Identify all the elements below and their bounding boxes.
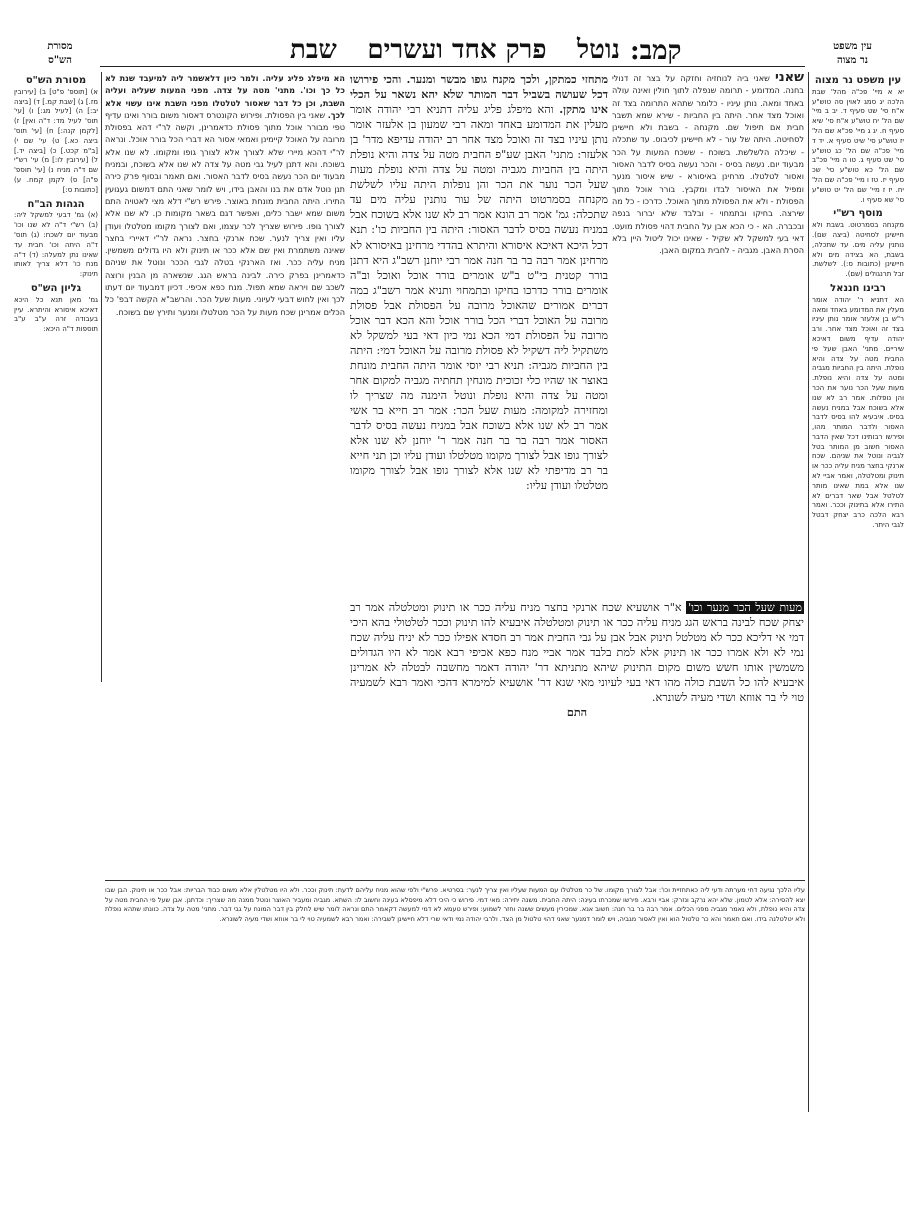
musaf-rashi-text: מקנחה בסמרטוט. בשבת ולא חיישינן לסחיטה (ביצה שם). נותנין עליה מים. עד שתכלה, בשבת, הא בצידה מים ולא חיישינן (כתובות ס:). לשלשת. זבל תרנגולים (שם). — [812, 221, 904, 279]
rashi-column — [612, 72, 804, 592]
gilyon-text: גמ' מאן תנא כל היכא דאיכא איסורא והיתרא. עיין בעבודה זרה ע"ב ע"ב תוספות ד"ה היכא: — [14, 295, 98, 334]
opening-word: שאני — [774, 72, 804, 85]
hagahot-text: (א) גמ' דבעי למשקל ליה: (ב) רש"י ד"ה לא שנו וכו' מבעוד יום לשכח: (ג) תוס' ד"ה היתה וכו' חבית עד שאינו נתן למעלה: (ד) ד"ה מנח כו' דלא צריך לאותו תינוק: — [14, 211, 98, 279]
tosafot-top-text: הא מיפלג פליג עליה. ולמר כיון דלאשמר ליה למיעבד שנת לא כל כך וכו'. מתני' מטה על צדה. מפני המעות שעליה ועליה השבת, וכן כל דבר שאסור לטלטלו מפני השבת אינו עשוי אלא לכך. — [105, 73, 345, 120]
gemara-body-2: א"ר אושעיא שכח ארנקי בחצר מניח עליה ככר או תינוק ומטלטלה אמר רב יצחק שכח לבינה בראש הגג מניח עליה ככר או תינוק ומטלטלה איבעיא להו תינוק וככר לטלטולי בהא היכי דמי אי דליכא ככר לא מטלטל תינוק אבל אבן על גבי החבית אמר רב חסדא אפילו ככר לא יניח עליה שכח נמי לא ולא אמרו ככר או תינוק אלא למת בלבד אמר אביי מנח כפא אכיפי רבא אמר לא היו הגדולים משמשין אותו חשש משום מקום התינוק שיהא מתניתא דר' יהודה דאמר מחשבה לבטלה לא אמרינן איבעיא להו כל השבת כולה מהו דאי בעי לעיוני מאי שנא דר' אושעיא למימרא דהכי ואמר רבא לשמעיה טוי לי בר אווזא ושדי מעיה לשונרא. — [350, 601, 804, 705]
margin-left — [14, 72, 98, 682]
right-margin-rule — [808, 72, 809, 1112]
header-word-3: שבת — [290, 35, 337, 65]
left-margin-rule — [101, 72, 102, 682]
bottom-commentary-text: עליו הלכך נגיעה דחי מערתה ודעי ליה כאתחזיית וכו': אבל לצורך מקומו. של כר מטלטלו עם המעות שעליו ואין צריך לנער: בסרטיא. פרש"י ולפי שהוא מניח עליהם לדעת: תינוק וככר. ולא היו מטלטלין אלא משום כבוד הבריות: אבל ככר או תינוק. הבן שבו יצא להסירה: אלא לטמון. שלא יהא נרקב ונזרק: אביי ורבא. פירשו שמכרתו בעינה: היתה החבית. משנה יתירה: מאי דמי. פירוש כי היכי דלא מיפסלא בעינה וחשוב לו: השתא. מגביה ומעביר האוצר ונוטל ממנה מה שצריך: וכדתנן. אבן שעל פי החבית מטה על צדה והיא נופלת, ולא נאמר מגביה מפני הכלים. אמר רבה בר בר חנה: חשוב אנא. שמכירין מעשים ששנה וחזר לשמוע: ופירש טעמא לא דמי למעשה דקאמר התם ונראה לומר שיש לחלק בין דבר המונח על גבי דבר. מתני' מטה על צדה. כוונתו שתהא נופלת ולא יטלטלנה בידו. ואם תאמר והא כר טלטול הוא ואין לאסור מגביה, ויש לומר דמנער שאני דהוי טלטול מן הצד. ולרבי יהודה נמי ודאי שרי דלא חיישינן לשבירה: ואמר רבא לשמעיה טוי לי בר אווזא ושדי מעיה לשונרא. — [105, 886, 805, 923]
margin-right — [812, 72, 904, 1202]
ein-mishpat-title: עין משפט נר מצוה — [814, 75, 902, 86]
rashi-text: שאני ביה לנוחזיה וחזקה על בצר זה דנולי בחנה. המדומע - תרומה שנפלה לתוך חולין ואינה עולה באחד ומאה. נותן עיניו - כלומר שתהא התרומה בצד זה ואוכל מצד אחר. היתה בין החביות - שירא שמא תשבר חבית אם תיפול שם. מקנחה - בשבת ולא חיישינן לסחיטה. היתה של עור - לא חיישינן לכיבוס. עד שתכלה - שיכלה הלשלשת. בשוכח - ששכח המעות על הכר מבעוד יום. נעשה בסיס - והכר נעשה בסיס לדבר האסור ואסור לטלטלו. מרחינן באיסורא - שיש איסור מנער ומפיל את האיסור לבדו ומקבץ. בורר אוכל מתוך הפסולת - ולא את הפסולת מתוך האוכל. כדרכו - כל מה שירצה. בחיקו ובתמחוי - ובלבד שלא יברור בנפה ובכברה. הא - כי הכא אבן על החבית דהוי פסולת מועט. דאי בעי למשקל לא שקיל - שאינו יכול ליטול היין בלא הסרת האבן. מגביה - לחבית במקום האבן. — [612, 73, 804, 256]
ein-mishpat-text: יא א מיי' פכ"ה מהל' שבת הלכה יג סמג לאוין סה טוש"ע א"ח סי' שט סעיף ד. יב ב מיי' שם הל' יח טוש"ע א"ח סי' שיא סעיף ח. יג ג מיי' פכ"א שם הל' יז טוש"ע סי' שיט סעיף א. יד ד מיי' פכ"ה שם הל' כג טוש"ע סי' שט סעיף ג. טו ה מיי' פכ"ב שם הל' כא טוש"ע סי' שכ סעיף יז. טז ו מיי' פכ"ה שם הל' יח. יז ז מיי' שם הל' יט טוש"ע סי' שא סעיף ו. — [812, 87, 904, 204]
left-header-label: מסורת הש"ס — [47, 41, 73, 66]
hagahot-title: הגהות הב"ח — [27, 198, 85, 210]
top-right-commentary: מתחזי כמתקן, ולכך מקנח גופו מבשר ומנער. והכי פירושו דכל שעושה בשביל דבר המותר שלא יהא נשאר על הכלי אינו מתקן. — [350, 72, 608, 117]
header-word-2: פרק אחד ועשרים — [367, 35, 547, 65]
gemara-continuation — [350, 600, 804, 872]
gilyon-title: גליון הש"ס — [30, 282, 82, 294]
masoret-title: מסורת הש"ס — [25, 75, 87, 86]
header-word-1: נוטל — [577, 35, 620, 65]
page-header — [290, 34, 620, 66]
rabbeinu-chananel-title: רבינו חננאל — [830, 282, 886, 294]
page-number: קמב: — [630, 36, 682, 66]
masoret-text: א) [תוספ' פ"ט] ב) [עירובין מז.] ג) [שבת קמ.] ד) [ביצה יב:] ה) [לעיל מג:] ו) [עי' תוס' לעיל מד: ד"ה ואין] ז) [לקמן קנה:] ח) [עי' תוס' ביצה כא.] ט) עי' שם י) [ב"מ קכט.] כ) [ביצה יד.] ל) [עירובין לו:] מ) עי' רש"י שם ד"ה מניח נ) [עי' תוספ' פ"ה] ס) לקמן קמח. ע) [כתובות ס:] — [14, 87, 98, 194]
gemara-body: והא מיפלג פליג עליה דתניא רבי יהודה אומר מעלין את המדומע באחד ומאה רבי שמעון בן אלעזר אומר נותן עיניו בצד זה ואוכל מצד אחר רב יהודה עדיפא מדר' בן אלעזר: מתני' האבן שע"פ החבית מטה על צדה והיא נופלת היתה בין החביות מגביה ומטה על צדה והיא נופלת מעות שעל הכר נוער את הכר והן נופלות היתה עליו לשלשת מקנחה בסמרטוט היתה של עור נותנין עליה מים עד שתכלה: גמ' אמר רב הונא אמר רב לא שנו אלא בשוכח אבל במניח נעשה בסיס לדבר האסור: היתה בין החביות כו': תנא דכל היכא דאיכא איסורא והיתרא בהדדי מרחינן באיסורא לא מרחינן אמר רבה בר בר חנה אמר רבי יוחנן רשב"ג היא דתנן בורר קטנית בי"ט ב"ש אומרים בורר אוכל ואוכל וב"ה אומרים בורר כדרכו בחיקו ובתמחוי ותניא אמר רשב"ג במה דברים אמורים שהאוכל מרובה על הפסולת אבל פסולת מרובה על האוכל דברי הכל בורר אוכל והא הכא דבר אוכל מרובה על הפסולת דמי הכא נמי כיון דאי בעי למשקל לא משתקיל ליה דשקיל לא פסולת מרובה על האוכל דמי: היתה בין החביות מגביה: תניא רבי יוסי אומר היתה החבית מונחת באוצר או שהיו כלי זכוכית מונחין תחתיה מגביה למקום אחר ומטה על צדה והיא נופלת ונוטל הימנה מה שצריך לו ומחזירה למקומה: מעות שעל הכר: אמר רב חייא בר אשי אמר רב לא שנו אלא בשוכח אבל במניח נעשה בסיס לדבר האסור אמר רבה בר בר חנה אמר ר' יוחנן לא שנו אלא לצורך גופו אבל לצורך מקומו מטלטלו ועודן עליו וכן תני חייא בר רב מדיפתי לא שנו אלא לצורך גופו אבל לצורך מקומו מטלטלו ועודן עליו: — [350, 103, 608, 493]
right-header-label: עין משפט נר מצוה — [833, 41, 872, 66]
tosafot-column — [105, 72, 345, 862]
header-rule — [100, 66, 805, 67]
footnote-rule — [105, 880, 805, 881]
bottom-commentary — [105, 886, 805, 1202]
tosafot-text: שאני בין הפסולת. ופירוש הקונטרס דאסור משום בורר ואינו עדיף טפי מבורר אוכל מתוך פסולת כדאמרינן, וקשה לר"י דהא בפסולת מרובה על האוכל קיימינן ואמאי אסור הא דברי הכל בורר אוכל. ונראה לר"י דהכא מיירי שלא לצורך אלא לצורך גופו ומקומו. לא שנו אלא בשוכח. והא דתנן לעיל גבי מטה על צדה לא שנו אלא בשוכח, ובמניח מבעוד יום הכר נעשה בסיס לדבר האסור. ואם תאמר ובסוף פרק כירה תנן נוטל אדם את בנו והאבן בידו, ויש לומר שאני התם דמשום געגועין התירו. היתה החבית מונחת באוצר. פירש רש"י דלא מצי לאטויה התם משום שמא ישבר כלים, ואפשר דגם בשאר מקומות כן. לא שנו אלא לצורך גופו. פירוש שצריך לכר עצמו, ואם לצורך מקומו מטלטלו ועודן עליו ואין צריך לנער. שכח ארנקי בחצר. נראה לר"י דאיירי בחצר שאינה משתמרת ואין שם אלא ככר או תינוק ולא היו גדולים משמשין. מניח עליה ככר. ואז הארנקי בטלה לגבי הככר ונוטל את שניהם כדאמרינן בפרק כירה. לבינה בראש הגג. שנשארה מן הבנין ורוצה לשכב שם ויראה שמא תפול. מנח כפא אכיפי. דכיון דמבעוד יום דעתו לכך ואין לחוש דבעי לעיוני. מעות שעל הכר. והרשב"א הקשה דבפ' כל הכלים אמרינן שכח מעות על הכר מטלטלו ומנער ותירץ שם בשוכח. — [105, 109, 345, 317]
highlighted-phrase[interactable]: מעות שעל הכר מנער וכו' — [688, 601, 802, 614]
rabbeinu-chananel-text: הא דתניא ר' יהודה אומר מעלין את המדומע באחד ומאה ר"ש בן אלעזר אומר נותן עיניו בצד זה ואוכל מצד אחר. ורב יהודה עדיף משום דאיכא שיריים. מתני' האבן שעל פי החבית מטה על צדה והיא נופלת. היתה בין החביות מגביה ומטה על צדה והיא נופלת. מעות שעל הכר נוער את הכר והן נופלות. אמר רב לא שנו אלא בשוכח אבל במניח נעשה בסיס. איבעיא להו בסיס לדבר האסור ולדבר המותר מהו, ופירשו רבותינו דכל שאין הדבר האסור חשוב מן המותר בטל לגביה ונוטל את שניהם. שכח ארנקי בחצר מניח עליה ככר או תינוק ומטלטלה, ואמר אביי לא שנו אלא במת שאינו מותר לטלטל אבל שאר דברים לא התירו אלא בתינוק וככר. ואמר רבא הלכה כרב יצחק דבטל לגבי היתר. — [812, 295, 904, 530]
musaf-rashi-title: מוסף רש"י — [833, 208, 883, 220]
end-marker: התם — [566, 705, 588, 720]
